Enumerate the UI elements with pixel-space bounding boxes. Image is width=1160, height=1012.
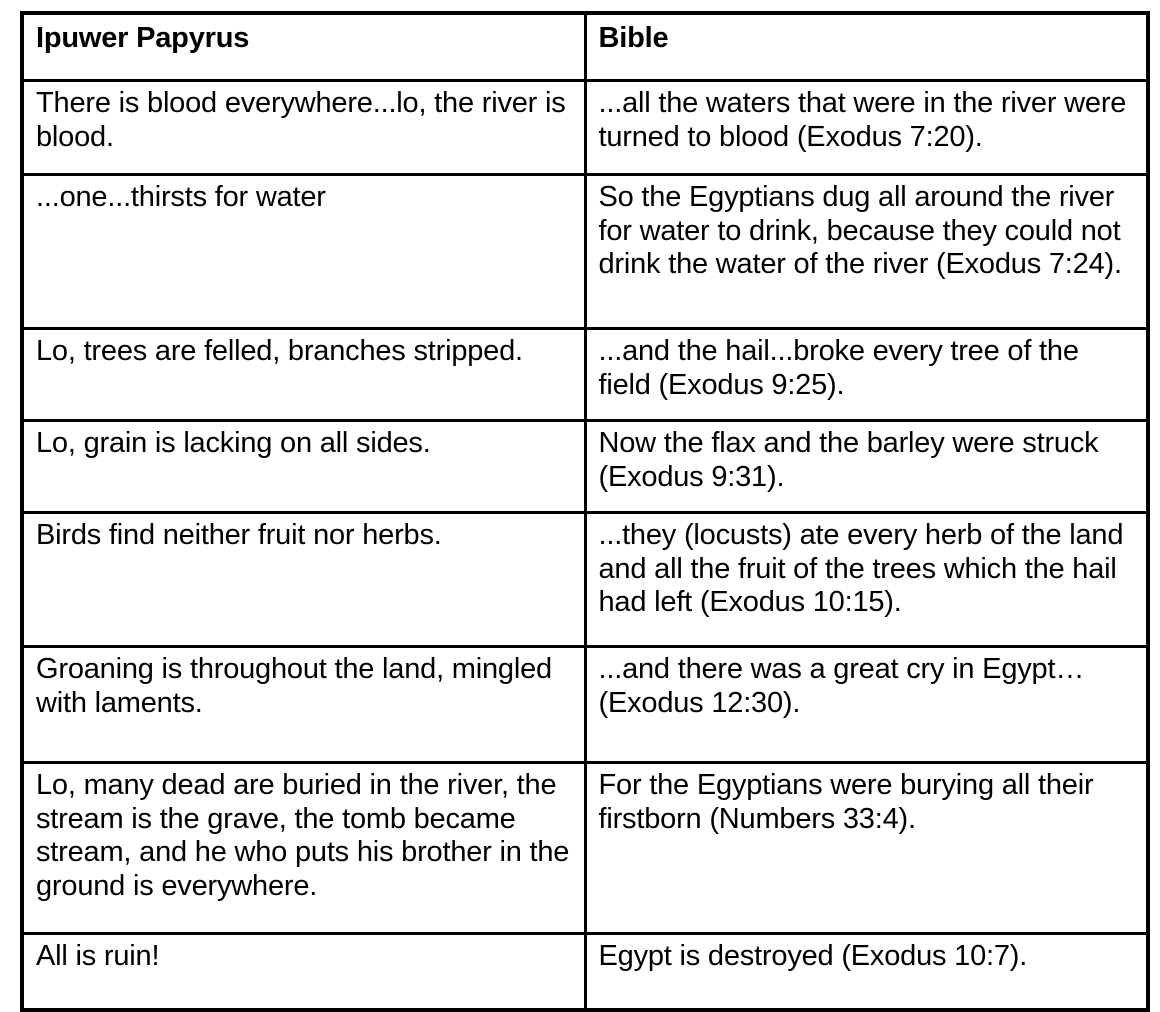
ipuwer-cell-text: Birds find neither fruit nor herbs. xyxy=(36,519,442,551)
ipuwer-cell-text: Lo, grain is lacking on all sides. xyxy=(36,427,431,459)
table-row xyxy=(22,421,1148,513)
bible-cell-text: ...all the waters that were in the river were turned to blood (Exodus 7:20). xyxy=(598,87,1127,153)
bible-cell-text: Now the flax and the barley were struck (Exodus 9:31). xyxy=(598,427,1099,493)
table-header-row xyxy=(22,13,1148,81)
comparison-table-container xyxy=(20,11,1146,970)
bible-cell xyxy=(585,329,1148,421)
ipuwer-cell-text: ...one...thirsts for water xyxy=(36,181,326,213)
ipuwer-cell xyxy=(22,763,585,934)
bible-cell xyxy=(585,647,1148,763)
table-row xyxy=(22,763,1148,934)
bible-cell-text: Egypt is destroyed (Exodus 10:7). xyxy=(598,940,1028,972)
table-row xyxy=(22,934,1148,1011)
column-header-ipuwer-papyrus xyxy=(22,13,585,81)
bible-cell-text: ...and there was a great cry in Egypt… (Exodus 12:30). xyxy=(598,653,1085,719)
table-row xyxy=(22,513,1148,647)
bible-cell-text: ...they (locusts) ate every herb of the land and all the fruit of the trees which the hail had left (Exodus 10:15). xyxy=(598,519,1124,619)
ipuwer-cell xyxy=(22,329,585,421)
bible-cell-text: For the Egyptians were burying all their firstborn (Numbers 33:4). xyxy=(598,769,1094,835)
bible-cell xyxy=(585,81,1148,175)
column-header-bible-label: Bible xyxy=(598,22,669,54)
ipuwer-cell xyxy=(22,513,585,647)
column-header-ipuwer-papyrus-label: Ipuwer Papyrus xyxy=(36,22,250,54)
ipuwer-bible-comparison-table xyxy=(20,11,1150,1012)
bible-cell xyxy=(585,175,1148,329)
column-header-bible xyxy=(585,13,1148,81)
bible-cell-text: So the Egyptians dug all around the river for water to drink, because they could not drink the water of the river (Exodus 7:24). xyxy=(598,181,1122,281)
bible-cell-text: ...and the hail...broke every tree of the field (Exodus 9:25). xyxy=(598,335,1079,401)
table-body xyxy=(22,81,1148,1011)
bible-cell xyxy=(585,513,1148,647)
ipuwer-cell-text: All is ruin! xyxy=(36,940,160,972)
ipuwer-cell xyxy=(22,175,585,329)
table-row xyxy=(22,175,1148,329)
table-row xyxy=(22,647,1148,763)
table-row xyxy=(22,81,1148,175)
ipuwer-cell xyxy=(22,647,585,763)
ipuwer-cell-text: There is blood everywhere...lo, the river is blood. xyxy=(36,87,566,153)
ipuwer-cell xyxy=(22,81,585,175)
bible-cell xyxy=(585,934,1148,1011)
ipuwer-cell-text: Lo, many dead are buried in the river, the stream is the grave, the tomb became stream, and he who puts his brother in the ground is everywhere. xyxy=(36,769,570,902)
table-row xyxy=(22,329,1148,421)
ipuwer-cell-text: Lo, trees are felled, branches stripped. xyxy=(36,335,523,367)
ipuwer-cell xyxy=(22,421,585,513)
ipuwer-cell xyxy=(22,934,585,1011)
bible-cell xyxy=(585,763,1148,934)
ipuwer-cell-text: Groaning is throughout the land, mingled with laments. xyxy=(36,653,552,719)
table-header xyxy=(22,13,1148,81)
bible-cell xyxy=(585,421,1148,513)
